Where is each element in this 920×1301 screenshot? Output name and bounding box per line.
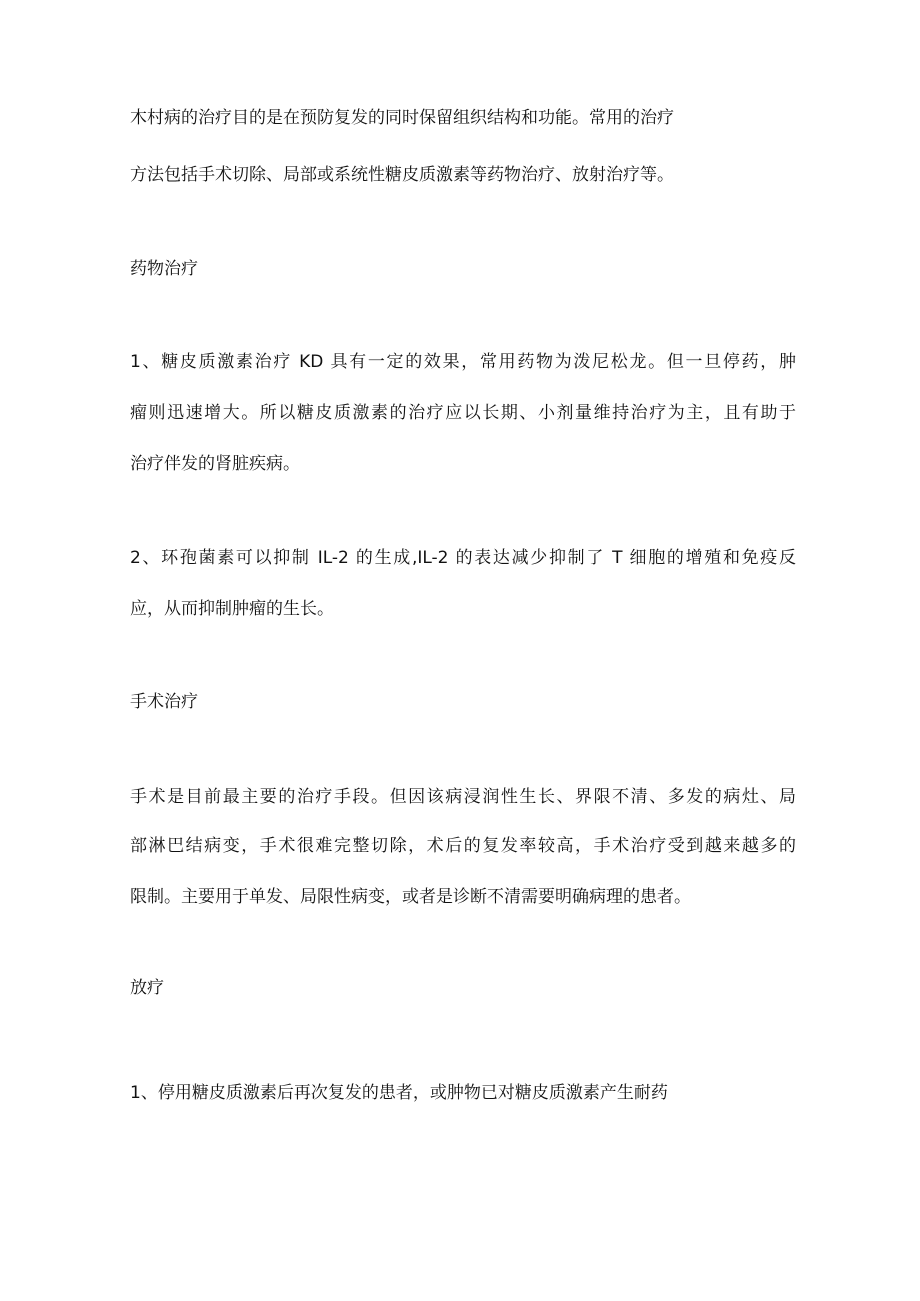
surgery-line-1: 手术是目前最主要的治疗手段。但因该病浸润性生长、界限不清、多发的病灶、局 <box>130 787 796 807</box>
intro-line-2: 方法包括手术切除、局部或系统性糖皮质激素等药物治疗、放射治疗等。 <box>130 165 674 185</box>
intro-line-1: 木村病的治疗目的是在预防复发的同时保留组织结构和功能。常用的治疗 <box>130 108 674 128</box>
surgery-line-2: 部淋巴结病变，手术很难完整切除，术后的复发率较高，手术治疗受到越来越多的 <box>130 836 796 856</box>
drug-item1-line-2: 瘤则迅速增大。所以糖皮质激素的治疗应以长期、小剂量维持治疗为主，且有助于 <box>130 403 796 423</box>
drug-item2-line-1: 2、环孢菌素可以抑制 IL-2 的生成,IL-2 的表达减少抑制了 T 细胞的增殖和免疫反 <box>130 548 796 568</box>
drug-item1-line-3: 治疗伴发的肾脏疾病。 <box>130 454 300 474</box>
radiotherapy-heading: 放疗 <box>130 978 164 998</box>
drug-item1-line-1: 1、糖皮质激素治疗 KD 具有一定的效果，常用药物为泼尼松龙。但一旦停药，肿 <box>130 352 796 372</box>
drug-treatment-heading: 药物治疗 <box>130 259 198 279</box>
surgery-line-3: 限制。主要用于单发、局限性病变，或者是诊断不清需要明确病理的患者。 <box>130 887 691 907</box>
radiotherapy-item1-line-1: 1、停用糖皮质激素后再次复发的患者，或肿物已对糖皮质激素产生耐药 <box>130 1083 668 1103</box>
drug-item2-line-2: 应，从而抑制肿瘤的生长。 <box>130 599 334 619</box>
surgery-heading: 手术治疗 <box>130 692 198 712</box>
